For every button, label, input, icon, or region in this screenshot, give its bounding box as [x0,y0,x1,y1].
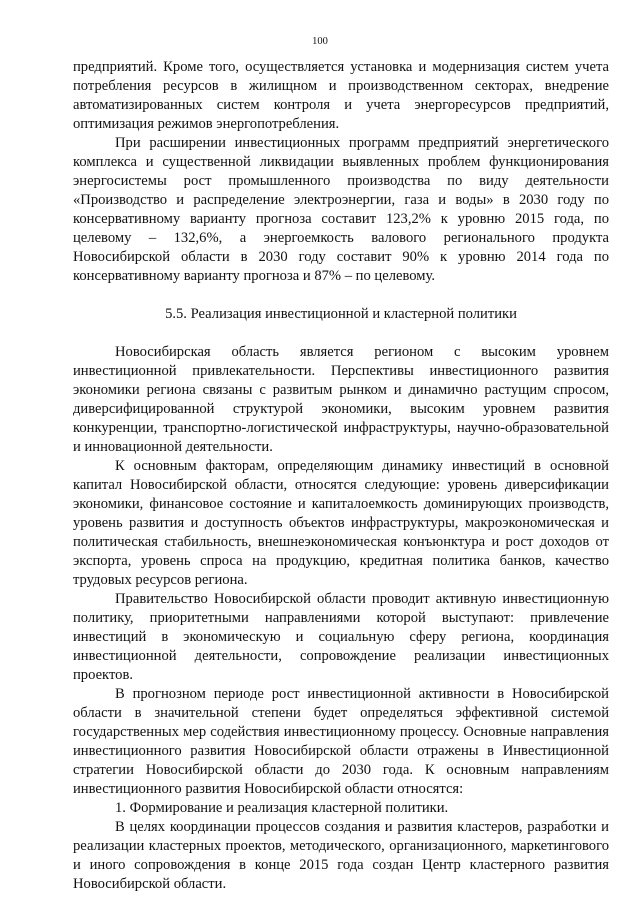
page-number: 100 [312,36,328,47]
paragraph-investment-attractiveness: Новосибирская область является регионом с высоким уровнем инвестиционной привлекательности. Перспективы инвестиционного развития экономики региона связаны с развитым рынком и динамично растущим спросом, диверсифицированной структурой экономики, высоким уровнем развития конкуренции, транспортно-логистической инфраструктуры, научно-образовательной и инновационной деятельности. [73,344,609,455]
paragraph-energy-forecast: При расширении инвестиционных программ предприятий энергетического комплекса и существенной ликвидации выявленных проблем функционирования энергосистемы рост промышленного производства по виду деятельности «Производство и распределение электроэнергии, газа и воды» в 2030 году по консервативному варианту прогноза составит 123,2% к уровню 2015 года, по целевому – 132,6%, а энергоемкость валового регионального продукта Новосибирской области в 2030 году составит 90% к уровню 2014 года по консервативному варианту прогноза и 87% – по целевому. [73,135,609,284]
paragraph-investment-factors: К основным факторам, определяющим динамику инвестиций в основной капитал Новосибирской области, относятся следующие: уровень диверсификации экономики, финансовое состояние и капиталоемкость доминирующих производств, уровень развития и доступность объектов инфраструктуры, макроэкономическая и политическая стабильность, внешнеэкономическая конъюнктура и рост доходов от экспорта, уровень спроса на продукцию, кредитная политика банков, качество трудовых ресурсов региона. [73,458,609,588]
paragraph-cluster-center: В целях координации процессов создания и развития кластеров, разработки и реализации кластерных проектов, методического, организационного, маркетингового и иного сопровождения в конце 2015 года создан Центр кластерного развития Новосибирской области. [73,819,609,892]
paragraph-forecast-period: В прогнозном периоде рост инвестиционной активности в Новосибирской области в значительной степени будет определяться эффективной системой государственных мер содействия инвестиционному процессу. Основные направления инвестиционного развития Новосибирской области отражены в Инвестиционной стратегии Новосибирской области до 2030 года. К основным направлениям инвестиционного развития Новосибирской области относятся: [73,686,609,797]
paragraph-continuation: предприятий. Кроме того, осуществляется установка и модернизация систем учета потребления ресурсов в жилищном и производственном секторах, внедрение автоматизированных систем контроля и учета энергоресурсов предприятий, оптимизация режимов энергопотребления. [73,59,609,132]
document-body [73,58,609,894]
list-item-cluster-policy: 1. Формирование и реализация кластерной политики. [115,800,449,816]
section-heading: 5.5. Реализация инвестиционной и кластерной политики [165,306,517,322]
paragraph-government-policy: Правительство Новосибирской области проводит активную инвестиционную политику, приоритетными направлениями которой выступают: привлечение инвестиций в экономическую и социальную сферу региона, координация инвестиционной деятельности, сопровождение реализации инвестиционных проектов. [73,591,609,683]
